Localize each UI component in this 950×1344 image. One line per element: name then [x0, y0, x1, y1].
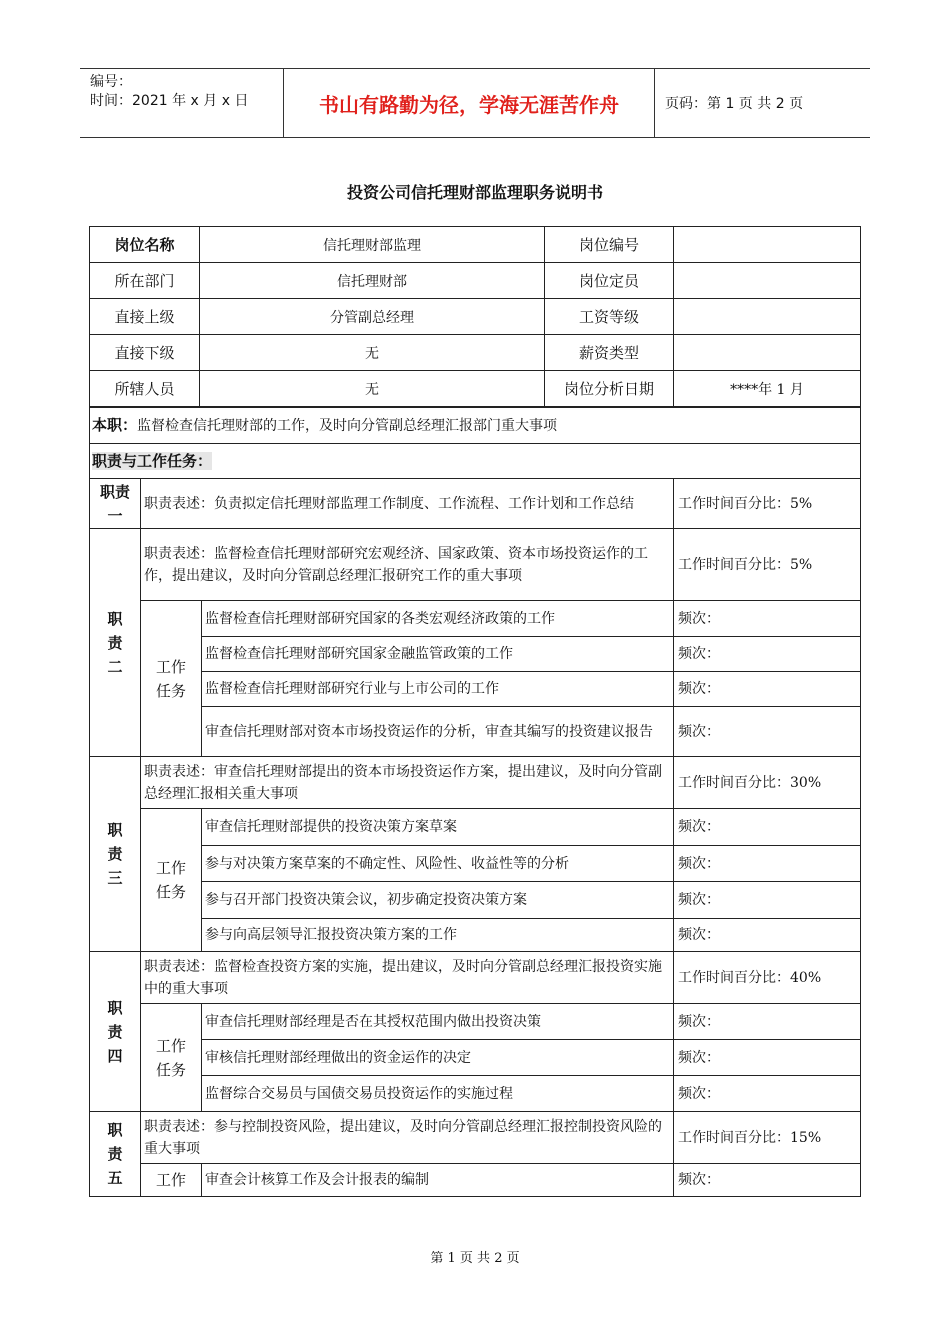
tasks-heading-text: 职责与工作任务：	[92, 452, 213, 470]
subordinate-value: 无	[200, 335, 545, 371]
post-name-value: 信托理财部监理	[200, 227, 545, 263]
duty-label: 职 责 四	[90, 952, 141, 1112]
superior-label: 直接上级	[90, 299, 200, 335]
work-task-label: 工作 任务	[141, 601, 202, 757]
post-no-label: 岗位编号	[545, 227, 674, 263]
document-title: 投资公司信托理财部监理职务说明书	[346, 183, 603, 202]
info-row	[90, 299, 861, 335]
duty-label: 职 责 五	[90, 1112, 141, 1197]
grade-label: 工资等级	[545, 299, 674, 335]
main-duty	[90, 408, 861, 444]
task-frequency: 频次：	[674, 672, 861, 707]
task-row	[90, 672, 861, 707]
task-frequency: 频次：	[674, 846, 861, 882]
task-frequency: 频次：	[674, 1004, 861, 1040]
dept-value: 信托理财部	[200, 263, 545, 299]
work-task-label: 工作	[141, 1164, 202, 1197]
task-frequency: 频次：	[674, 1076, 861, 1112]
duty-row	[90, 479, 861, 529]
superior-value: 分管副总经理	[200, 299, 545, 335]
duty-time-percentage: 工作时间百分比：5%	[674, 479, 861, 529]
task-row	[90, 846, 861, 882]
duty-row	[90, 1112, 861, 1164]
header-motto: 书山有路勤为径，学海无涯苦作舟	[283, 69, 655, 137]
task-text: 参与对决策方案草案的不确定性、风险性、收益性等的分析	[202, 846, 674, 882]
duty-description: 职责表述：负责拟定信托理财部监理工作制度、工作流程、工作计划和工作总结	[141, 479, 674, 529]
number-label: 编号：	[90, 74, 132, 90]
analysis-date-label: 岗位分析日期	[545, 371, 674, 407]
task-row	[90, 1076, 861, 1112]
info-row	[90, 371, 861, 407]
task-frequency: 频次：	[674, 1040, 861, 1076]
task-row	[90, 1040, 861, 1076]
task-row	[90, 707, 861, 757]
info-row	[90, 335, 861, 371]
duty-label: 职 责 三	[90, 757, 141, 952]
task-row	[90, 1004, 861, 1040]
tasks-heading	[90, 444, 861, 479]
duty-time-percentage: 工作时间百分比：15%	[674, 1112, 861, 1164]
quota-label: 岗位定员	[545, 263, 674, 299]
task-frequency: 频次：	[674, 637, 861, 672]
header-page-number: 页码：第 1 页 共 2 页	[665, 96, 804, 112]
duty-row	[90, 757, 861, 809]
task-frequency: 频次：	[674, 919, 861, 952]
task-frequency: 频次：	[674, 882, 861, 919]
task-text: 监督检查信托理财部研究国家的各类宏观经济政策的工作	[202, 601, 674, 637]
task-text: 审查信托理财部提供的投资决策方案草案	[202, 809, 674, 846]
tasks-heading-row	[90, 444, 861, 479]
task-text: 监督检查信托理财部研究行业与上市公司的工作	[202, 672, 674, 707]
duty-label: 职 责 二	[90, 529, 141, 757]
duty-row	[90, 529, 861, 601]
header-meta	[80, 69, 283, 137]
staff-value: 无	[200, 371, 545, 407]
task-text: 参与向高层领导汇报投资决策方案的工作	[202, 919, 674, 952]
page-footer: 第 1 页 共 2 页	[430, 1251, 520, 1266]
task-row	[90, 809, 861, 846]
time-label: 时间：2021 年 x 月 x 日	[90, 93, 249, 109]
duty-time-percentage: 工作时间百分比：30%	[674, 757, 861, 809]
task-frequency: 频次：	[674, 601, 861, 637]
task-text: 参与召开部门投资决策会议，初步确定投资决策方案	[202, 882, 674, 919]
salary-type-label: 薪资类型	[545, 335, 674, 371]
subordinate-label: 直接下级	[90, 335, 200, 371]
task-row	[90, 637, 861, 672]
task-text: 监督检查信托理财部研究国家金融监管政策的工作	[202, 637, 674, 672]
main-duty-label: 本职：	[92, 416, 138, 434]
duty-label: 职责 一	[90, 479, 141, 529]
task-text: 审核信托理财部经理做出的资金运作的决定	[202, 1040, 674, 1076]
page-header	[80, 68, 870, 138]
post-name-label: 岗位名称	[90, 227, 200, 263]
work-task-label: 工作 任务	[141, 809, 202, 952]
task-row	[90, 882, 861, 919]
grade-value	[674, 299, 861, 335]
task-row	[90, 1164, 861, 1197]
task-row	[90, 919, 861, 952]
duty-description: 职责表述：参与控制投资风险，提出建议，及时向分管副总经理汇报控制投资风险的重大事项	[141, 1112, 674, 1164]
work-task-label: 工作 任务	[141, 1004, 202, 1112]
task-text: 审查会计核算工作及会计报表的编制	[202, 1164, 674, 1197]
analysis-date-value: ****年 1 月	[674, 371, 861, 407]
duty-description: 职责表述：监督检查投资方案的实施，提出建议，及时向分管副总经理汇报投资实施中的重大事项	[141, 952, 674, 1004]
info-row	[90, 263, 861, 299]
duty-description: 职责表述：监督检查信托理财部研究宏观经济、国家政策、资本市场投资运作的工作，提出建议，及时向分管副总经理汇报研究工作的重大事项	[141, 529, 674, 601]
duty-row	[90, 952, 861, 1004]
salary-type-value	[674, 335, 861, 371]
task-text: 监督综合交易员与国债交易员投资运作的实施过程	[202, 1076, 674, 1112]
quota-value	[674, 263, 861, 299]
post-no-value	[674, 227, 861, 263]
main-duty-text: 监督检查信托理财部的工作，及时向分管副总经理汇报部门重大事项	[137, 418, 558, 434]
info-row	[90, 227, 861, 263]
task-row	[90, 601, 861, 637]
staff-label: 所辖人员	[90, 371, 200, 407]
task-frequency: 频次：	[674, 1164, 861, 1197]
task-text: 审查信托理财部经理是否在其授权范围内做出投资决策	[202, 1004, 674, 1040]
dept-label: 所在部门	[90, 263, 200, 299]
task-frequency: 频次：	[674, 707, 861, 757]
task-frequency: 频次：	[674, 809, 861, 846]
duty-time-percentage: 工作时间百分比：5%	[674, 529, 861, 601]
position-info-table	[89, 226, 861, 407]
duty-description: 职责表述：审查信托理财部提出的资本市场投资运作方案，提出建议，及时向分管副总经理汇报相关重大事项	[141, 757, 674, 809]
main-duty-row	[90, 408, 861, 444]
duties-table	[89, 407, 861, 1197]
duty-time-percentage: 工作时间百分比：40%	[674, 952, 861, 1004]
task-text: 审查信托理财部对资本市场投资运作的分析，审查其编写的投资建议报告	[202, 707, 674, 757]
